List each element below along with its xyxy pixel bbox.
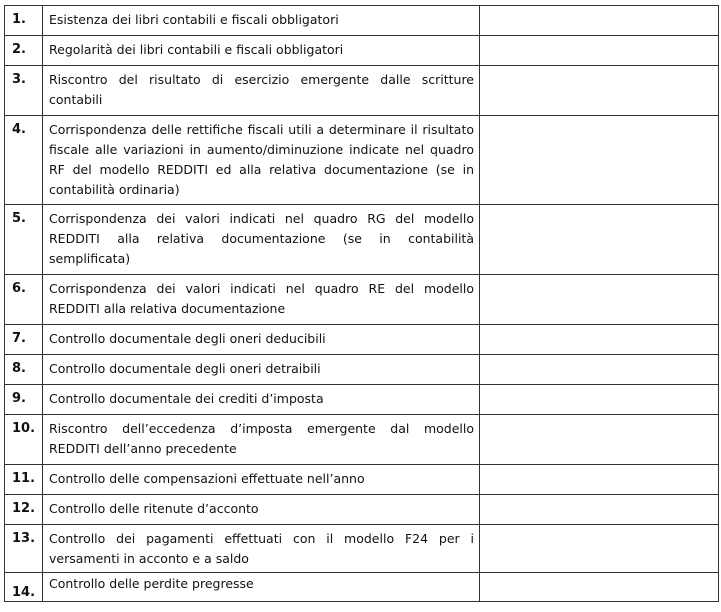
- table-row: [5, 325, 719, 355]
- table-row: [5, 573, 719, 602]
- row-description: Regolarità dei libri contabili e fiscali obbligatori: [43, 36, 480, 66]
- row-notes-cell[interactable]: [480, 205, 719, 275]
- row-description: Controllo delle perdite pregresse: [43, 573, 480, 602]
- table-row: [5, 525, 719, 573]
- table-row: [5, 385, 719, 415]
- row-notes-cell[interactable]: [480, 415, 719, 465]
- row-description: Corrispondenza dei valori indicati nel quadro RG del modello REDDITI alla relativa documentazione (se in contabilità semplificata): [43, 205, 480, 275]
- row-description: Riscontro dell’eccedenza d’imposta emergente dal modello REDDITI dell’anno precedente: [43, 415, 480, 465]
- row-notes-cell[interactable]: [480, 36, 719, 66]
- table-row: [5, 205, 719, 275]
- row-notes-cell[interactable]: [480, 6, 719, 36]
- row-number: 9.: [5, 385, 43, 415]
- table-row: [5, 415, 719, 465]
- row-notes-cell[interactable]: [480, 573, 719, 602]
- table-row: [5, 465, 719, 495]
- row-number: 8.: [5, 355, 43, 385]
- row-number: 3.: [5, 66, 43, 116]
- row-description: Esistenza dei libri contabili e fiscali obbligatori: [43, 6, 480, 36]
- row-notes-cell[interactable]: [480, 525, 719, 573]
- row-description: Controllo delle ritenute d’acconto: [43, 495, 480, 525]
- row-notes-cell[interactable]: [480, 325, 719, 355]
- row-notes-cell[interactable]: [480, 275, 719, 325]
- row-number: 1.: [5, 6, 43, 36]
- row-notes-cell[interactable]: [480, 66, 719, 116]
- table-row: [5, 6, 719, 36]
- row-number: 2.: [5, 36, 43, 66]
- table-row: [5, 116, 719, 205]
- row-notes-cell[interactable]: [480, 355, 719, 385]
- row-number: 4.: [5, 116, 43, 205]
- row-notes-cell[interactable]: [480, 116, 719, 205]
- row-notes-cell[interactable]: [480, 385, 719, 415]
- row-number: 14.: [5, 573, 43, 602]
- row-description: Controllo documentale dei crediti d’imposta: [43, 385, 480, 415]
- row-description: Controllo documentale degli oneri detraibili: [43, 355, 480, 385]
- table-row: [5, 495, 719, 525]
- table-row: [5, 275, 719, 325]
- row-description: Riscontro del risultato di esercizio emergente dalle scritture contabili: [43, 66, 480, 116]
- row-notes-cell[interactable]: [480, 465, 719, 495]
- row-description: Controllo documentale degli oneri deducibili: [43, 325, 480, 355]
- row-number: 12.: [5, 495, 43, 525]
- row-number: 11.: [5, 465, 43, 495]
- row-number: 10.: [5, 415, 43, 465]
- row-notes-cell[interactable]: [480, 495, 719, 525]
- row-number: 13.: [5, 525, 43, 573]
- row-description: Corrispondenza delle rettifiche fiscali utili a determinare il risultato fiscale alle variazioni in aumento/diminuzione indicate nel quadro RF del modello REDDITI ed alla relativa documentazione (se in contabilità ordinaria): [43, 116, 480, 205]
- row-number: 6.: [5, 275, 43, 325]
- table-row: [5, 66, 719, 116]
- row-number: 7.: [5, 325, 43, 355]
- checklist-table: [4, 5, 719, 602]
- row-description: Corrispondenza dei valori indicati nel quadro RE del modello REDDITI alla relativa documentazione: [43, 275, 480, 325]
- row-number: 5.: [5, 205, 43, 275]
- row-description: Controllo delle compensazioni effettuate nell’anno: [43, 465, 480, 495]
- table-row: [5, 36, 719, 66]
- table-row: [5, 355, 719, 385]
- row-description: Controllo dei pagamenti effettuati con il modello F24 per i versamenti in acconto e a saldo: [43, 525, 480, 573]
